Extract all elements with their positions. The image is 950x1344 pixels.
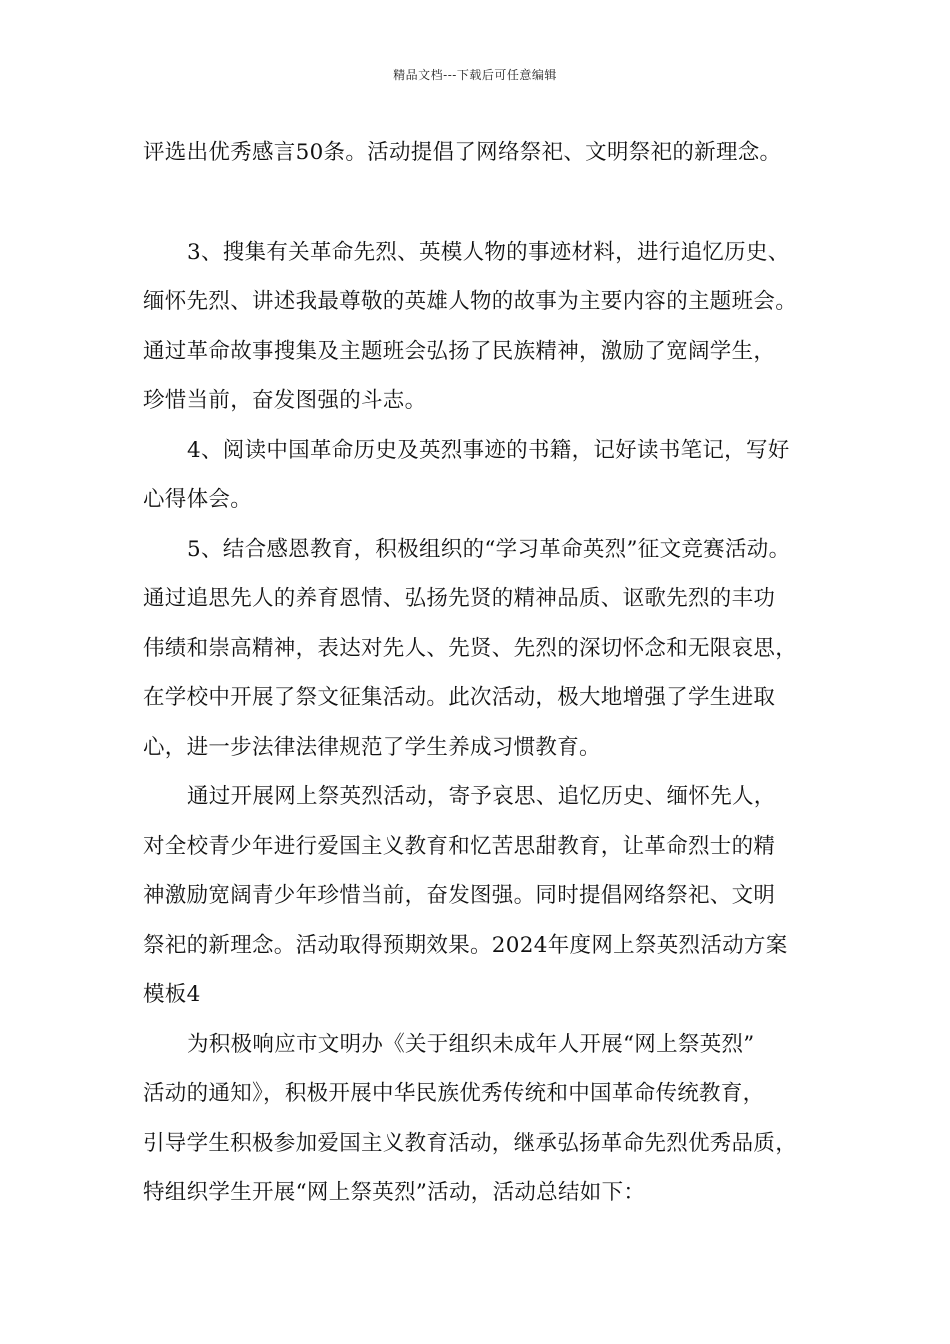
text-line: 活动的通知》，积极开展中华民族优秀传统和中国革命传统教育， bbox=[143, 1081, 765, 1106]
text-line: 3、搜集有关革命先烈、英模人物的事迹材料，进行追忆历史、 bbox=[187, 239, 790, 265]
text-line: 通过开展网上祭英烈活动，寄予哀思、追忆历史、缅怀先人， bbox=[187, 784, 776, 809]
document-body bbox=[143, 128, 833, 1218]
text-line: 评选出优秀感言50条。活动提倡了网络祭祀、文明祭祀的新理念。 bbox=[143, 140, 782, 165]
text-line: 模板4 bbox=[143, 982, 201, 1007]
text-line: 引导学生积极参加爱国主义教育活动，继承弘扬革命先烈优秀品质， bbox=[143, 1130, 798, 1156]
text-line: 特组织学生开展“网上祭英烈”活动，活动总结如下： bbox=[143, 1180, 646, 1205]
text-line: 通过追思先人的养育恩情、弘扬先贤的精神品质、讴歌先烈的丰功 bbox=[143, 586, 776, 611]
text-line: 4、阅读中国革命历史及英烈事迹的书籍，记好读书笔记，写好 bbox=[187, 437, 790, 463]
text-line: 伟绩和崇高精神，表达对先人、先贤、先烈的深切怀念和无限哀思， bbox=[143, 635, 798, 661]
page-header: 精品文档---下载后可任意编辑 bbox=[393, 68, 557, 82]
text-line: 心得体会。 bbox=[143, 487, 253, 512]
text-line: 珍惜当前，奋发图强的斗志。 bbox=[143, 388, 427, 413]
text-line: 缅怀先烈、讲述我最尊敬的英雄人物的故事为主要内容的主题班会。 bbox=[143, 289, 798, 314]
paragraph-gap bbox=[143, 178, 833, 228]
text-line: 在学校中开展了祭文征集活动。此次活动，极大地增强了学生进取 bbox=[143, 685, 776, 710]
text-line: 祭祀的新理念。活动取得预期效果。2024年度网上祭英烈活动方案 bbox=[143, 932, 788, 958]
text-line: 为积极响应市文明办《关于组织未成年人开展“网上祭英烈” bbox=[187, 1031, 755, 1057]
text-line: 通过革命故事搜集及主题班会弘扬了民族精神，激励了宽阔学生， bbox=[143, 338, 776, 364]
text-line: 5、结合感恩教育，积极组织的“学习革命英烈”征文竞赛活动。 bbox=[187, 536, 791, 562]
text-line: 神激励宽阔青少年珍惜当前，奋发图强。同时提倡网络祭祀、文明 bbox=[143, 883, 776, 908]
text-line: 心，进一步法律法律规范了学生养成习惯教育。 bbox=[143, 734, 601, 760]
text-line: 对全校青少年进行爱国主义教育和忆苦思甜教育，让革命烈士的精 bbox=[143, 833, 776, 859]
